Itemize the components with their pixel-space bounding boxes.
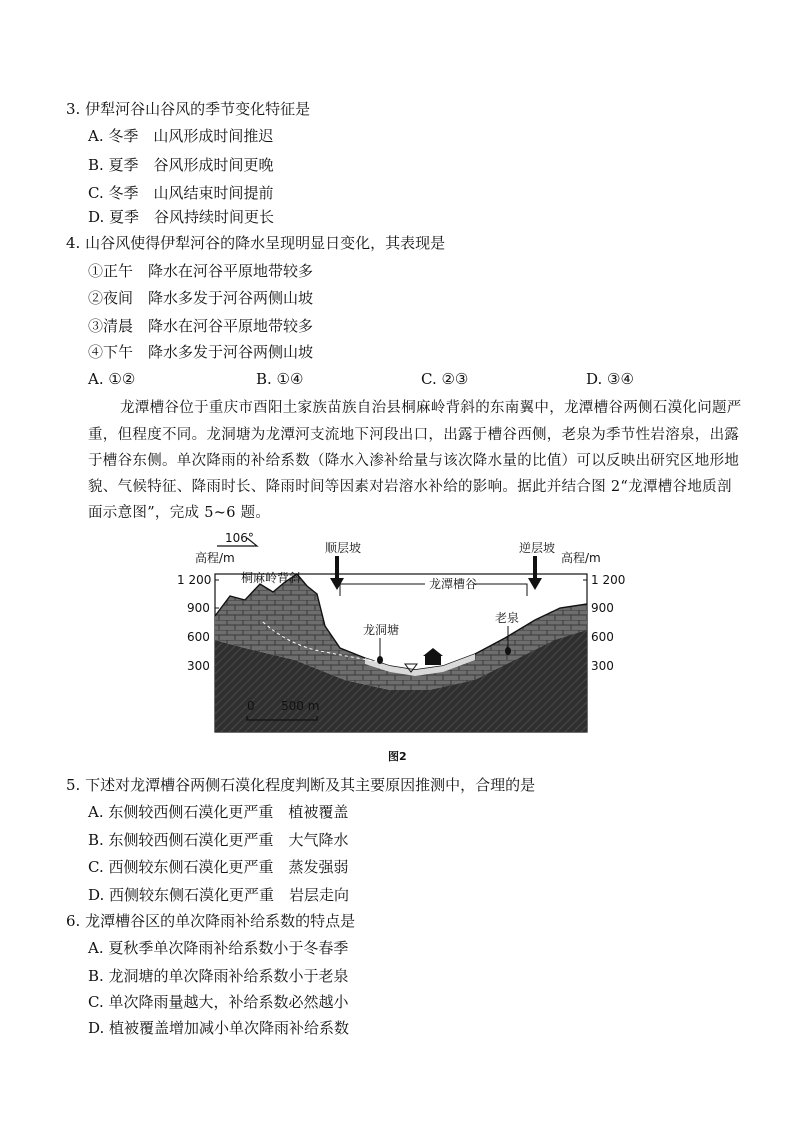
q6-option-c: C. 单次降雨量越大，补给系数必然越小 <box>88 993 349 1011</box>
question-4-stem: 4. 山谷风使得伊犁河谷的降水呈现明显日变化，其表现是 <box>66 234 446 252</box>
right-tick-900: 900 <box>591 601 614 615</box>
question-6-stem: 6. 龙潭槽谷区的单次降雨补给系数的特点是 <box>66 912 356 930</box>
strike-label: 106° <box>225 531 254 545</box>
q5-option-c: C. 西侧较东侧石漠化更严重 蒸发强弱 <box>88 858 349 876</box>
dip-slope-label: 顺层坡 <box>325 541 362 555</box>
right-tick-1200: 1 200 <box>591 573 625 587</box>
geologic-cross-section-figure <box>175 530 625 760</box>
passage-line-4: 貌、气候特征、降雨时长、降雨时间等因素对岩溶水补给的影响。据此并结合图 2“龙潭槽谷地质剖 <box>88 479 732 495</box>
q4-item-1: ①正午 降水在河谷平原地带较多 <box>88 262 314 280</box>
scale-zero: 0 <box>247 699 255 713</box>
east-spring-label: 老泉 <box>495 611 520 625</box>
question-3-stem: 3. 伊犁河谷山谷风的季节变化特征是 <box>66 100 311 118</box>
passage-line-1: 龙潭槽谷位于重庆市酉阳土家族苗族自治县桐麻岭背斜的东南翼中，龙潭槽谷两侧石漠化问题严 <box>120 400 742 416</box>
passage-line-3: 于槽谷东侧。单次降雨的补给系数（降水入渗补给量与该次降水量的比值）可以反映出研究区地形地 <box>88 453 740 469</box>
left-tick-300: 300 <box>187 659 210 673</box>
right-tick-300: 300 <box>591 659 614 673</box>
passage-line-2: 重，但程度不同。龙洞塘为龙潭河支流地下河段出口，出露于槽谷西侧，老泉为季节性岩溶泉，出露 <box>88 427 740 443</box>
q4-option-b: B. ①④ <box>256 370 304 388</box>
anticline-label: 桐麻岭背斜 <box>241 571 302 585</box>
q3-option-d: D. 夏季 谷风持续时间更长 <box>88 208 275 226</box>
q4-item-3: ③清晨 降水在河谷平原地带较多 <box>88 317 314 335</box>
west-spring-label: 龙洞塘 <box>363 623 400 637</box>
q4-option-c: C. ②③ <box>421 370 469 388</box>
q6-option-d: D. 植被覆盖增加减小单次降雨补给系数 <box>88 1019 350 1037</box>
q5-option-b: B. 东侧较西侧石漠化更严重 大气降水 <box>88 831 349 849</box>
q5-option-a: A. 东侧较西侧石漠化更严重 植被覆盖 <box>88 803 349 821</box>
left-tick-900: 900 <box>187 601 210 615</box>
q4-item-2: ②夜间 降水多发于河谷两侧山坡 <box>88 289 314 307</box>
q5-option-d: D. 西侧较东侧石漠化更严重 岩层走向 <box>88 886 350 904</box>
figure-caption: 图2 <box>388 750 407 763</box>
left-axis-title: 高程/m <box>195 551 235 565</box>
anti-dip-slope-label: 逆层坡 <box>519 541 556 555</box>
passage-line-5: 面示意图”，完成 5~6 题。 <box>88 505 271 521</box>
q6-option-b: B. 龙洞塘的单次降雨补给系数小于老泉 <box>88 967 349 985</box>
question-5-stem: 5. 下述对龙潭槽谷两侧石漠化程度判断及其主要原因推测中，合理的是 <box>66 776 536 794</box>
q3-option-a: A. 冬季 山风形成时间推迟 <box>88 127 274 145</box>
q4-item-4: ④下午 降水多发于河谷两侧山坡 <box>88 343 314 361</box>
valley-label: 龙潭槽谷 <box>429 577 478 591</box>
left-tick-1200: 1 200 <box>177 573 212 587</box>
q4-option-d: D. ③④ <box>586 370 634 388</box>
q3-option-c: C. 冬季 山风结束时间提前 <box>88 184 274 202</box>
left-tick-600: 600 <box>187 630 210 644</box>
q6-option-a: A. 夏秋季单次降雨补给系数小于冬春季 <box>88 939 349 957</box>
right-tick-600: 600 <box>591 630 614 644</box>
q3-option-b: B. 夏季 谷风形成时间更晚 <box>88 156 274 174</box>
west-spring-marker-icon <box>377 656 383 664</box>
east-spring-marker-icon <box>505 647 511 655</box>
right-axis-title: 高程/m <box>561 551 601 565</box>
q4-option-a: A. ①② <box>88 370 136 388</box>
scale-length: 500 m <box>281 699 320 713</box>
